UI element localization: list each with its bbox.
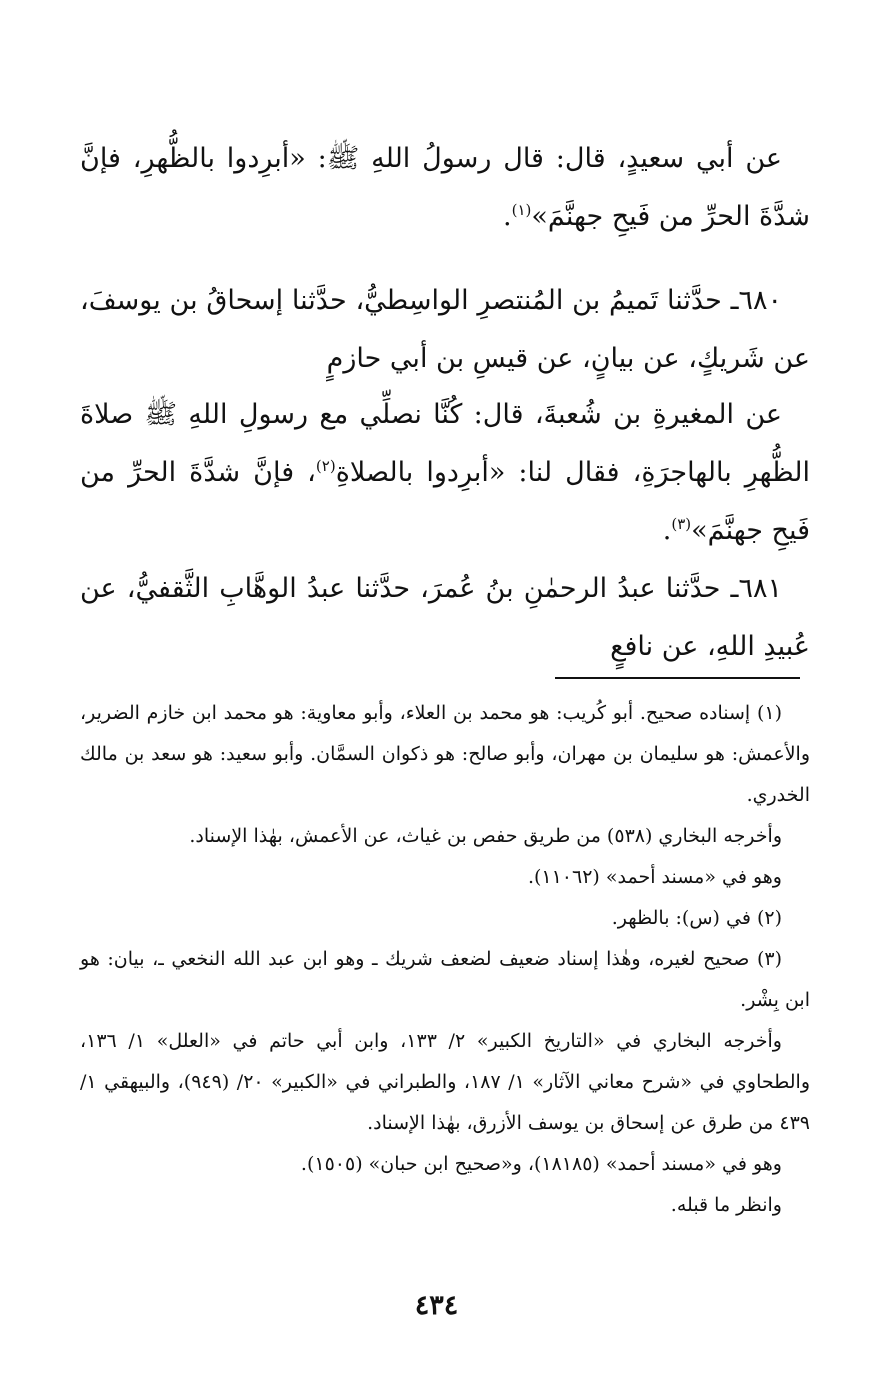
punctuation: . — [662, 515, 672, 546]
hadith-text-abu-said — [80, 130, 810, 246]
punctuation: . — [503, 201, 512, 232]
footnote-2: (٢) في (س): بالظهر. — [611, 907, 782, 929]
footnote-1-musnad: وهو في «مسند أحمد» (١١٠٦٢). — [527, 866, 782, 888]
paragraph-text: ، فإنَّ شدَّةَ الحرِّ من فَيحِ جهنَّمَ» — [80, 457, 810, 546]
hadith-680-isnad — [80, 272, 810, 388]
footnote-3-takhrij: وأخرجه البخاري في «التاريخ الكبير» ٢/ ١٣٣، وابن أبي حاتم في «العلل» ١/ ١٣٦، والطحاوي في «شرح معاني الآثار» ١/ ١٨٧، والطبراني في «الكبير» ٢٠/ (٩٤٩)، والبيهقي ١/ ٤٣٩ من طرق عن إسحاق بن يوسف الأزرق، بهٰذا الإسناد. — [80, 1030, 810, 1134]
paragraph — [80, 386, 810, 560]
paragraph-text: عن أبي سعيدٍ، قال: قال رسولُ اللهِ ﷺ: «أبرِدوا بالظُّهرِ، فإنَّ شدَّةَ الحرِّ من فَيحِ جهنَّمَ» — [80, 143, 810, 232]
footnote-marker: (٣) — [671, 515, 692, 533]
hadith-text-mughira — [80, 386, 810, 560]
footnote-marker: (٢) — [315, 457, 336, 475]
footnote-3: (٣) صحيح لغيره، وهٰذا إسناد ضعيف لضعف شريك ـ وهو ابن عبد الله النخعي ـ، بيان: هو ابن بِشْر. — [80, 948, 810, 1011]
paragraph: ٦٨٠ـ حدَّثنا تَميمُ بن المُنتصرِ الواسِطيُّ، حدَّثنا إسحاقُ بن يوسفَ، عن شَريكٍ، عن بيانٍ، عن قيسِ بن أبي حازمٍ — [80, 285, 810, 374]
footnote-separator — [555, 677, 800, 679]
paragraph-text: عن المغيرةِ بن شُعبةَ، قال: كُنَّا نصلِّي مع رسولِ اللهِ ﷺ صلاةَ الظُّهرِ بالهاجرَةِ، فقال لنا: «أبرِدوا بالصلاةِ — [80, 399, 810, 488]
footnote-3-musnad: وهو في «مسند أحمد» (١٨١٨٥)، و«صحيح ابن حبان» (١٥٠٥). — [300, 1153, 782, 1175]
footnote-marker: (١) — [511, 201, 532, 219]
footnote-1: (١) إسناده صحيح. أبو كُريب: هو محمد بن العلاء، وأبو معاوية: هو محمد ابن خازم الضرير، والأعمش: هو سليمان بن مهران، وأبو صالح: هو ذكوان السمَّان. وأبو سعيد: هو سعد بن مالك الخدري. — [80, 702, 811, 806]
paragraph: ٦٨١ـ حدَّثنا عبدُ الرحمٰنِ بنُ عُمرَ، حدَّثنا عبدُ الوهَّابِ الثَّقفيُّ، عن عُبيدِ اللهِ، عن نافعٍ — [80, 573, 810, 662]
footnote-3-see-previous: وانظر ما قبله. — [670, 1194, 782, 1216]
page-number: ٤٣٤ — [414, 1290, 459, 1321]
footnote-1-takhrij: وأخرجه البخاري (٥٣٨) من طريق حفص بن غياث، عن الأعمش، بهٰذا الإسناد. — [189, 825, 782, 847]
paragraph — [80, 130, 810, 246]
footnotes — [80, 693, 810, 1226]
hadith-681-isnad — [80, 560, 810, 676]
